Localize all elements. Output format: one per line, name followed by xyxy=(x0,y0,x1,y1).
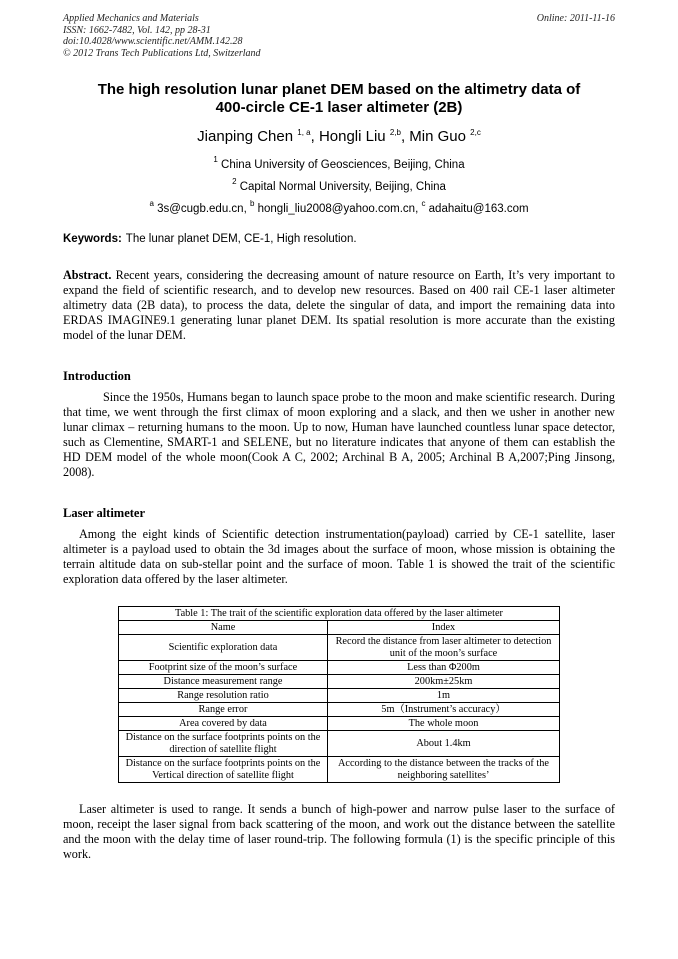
author-name: Jianping Chen xyxy=(197,128,298,145)
affiliation-2 xyxy=(63,177,615,193)
abstract xyxy=(63,268,615,343)
title-line-1: The high resolution lunar planet DEM based on the altimetry data of xyxy=(97,81,581,98)
table-cell-name: Range resolution ratio xyxy=(119,689,328,703)
table-cell-index: According to the distance between the tracks of the neighboring satellites’ xyxy=(328,757,560,783)
journal-header xyxy=(63,13,261,59)
table-row xyxy=(119,731,560,757)
online-date: Online: 2011-11-16 xyxy=(536,13,615,24)
affiliation-text: China University of Geosciences, Beijing, China xyxy=(217,159,465,171)
issn: ISSN: 1662-7482, Vol. 142, pp 28-31 xyxy=(63,24,211,36)
keywords-text: The lunar planet DEM, CE-1, High resolution. xyxy=(125,233,357,245)
introduction-text: Since the 1950s, Humans began to launch space probe to the moon and make scientific research. During that time, we went through the first climax of moon exploring and a slack, and then we usher in another new lunar climax – returning humans to the moon. Up to now, Human have launched countless lunar space detector, such as Clementine, SMART-1 and SELENE, but no literature indicates that anyone of them can establish the HD DEM model of the whole moon(Cook A C, 2002; Archinal B A, 2005; Archinal B A,2007;Ping Jinsong, 2008). xyxy=(63,390,615,480)
email-marker: b xyxy=(249,199,255,208)
table-cell-name: Area covered by data xyxy=(119,717,328,731)
table-row xyxy=(119,661,560,675)
table-cell-name: Scientific exploration data xyxy=(119,635,328,661)
keywords xyxy=(63,233,357,245)
author-name: Min Guo xyxy=(409,128,471,145)
table-cell-name: Distance on the surface footprints points on the direction of satellite flight xyxy=(119,731,328,757)
table-row xyxy=(119,717,560,731)
author-list xyxy=(63,128,615,145)
author-affil: 1, a xyxy=(297,128,311,137)
laser-principle-text: Laser altimeter is used to range. It sends a bunch of high-power and narrow pulse laser to the surface of moon, receipt the laser signal from back scattering of the moon, and work out the distance between the satellite and the moon with the delay time of laser round-trip. The following formula (1) is the specific principle of this work. xyxy=(63,802,615,862)
table-cell-name: Footprint size of the moon’s surface xyxy=(119,661,328,675)
table-cell-index: The whole moon xyxy=(328,717,560,731)
section-heading-laser-altimeter: Laser altimeter xyxy=(63,506,146,520)
table-row xyxy=(119,675,560,689)
keywords-label: Keywords: xyxy=(63,233,122,245)
table-cell-index: 1m xyxy=(328,689,560,703)
table-header-name: Name xyxy=(119,621,328,635)
table-cell-name: Distance on the surface footprints points on the Vertical direction of satellite flight xyxy=(119,757,328,783)
table-row xyxy=(119,635,560,661)
email-a[interactable]: 3s@cugb.edu.cn, xyxy=(153,203,250,215)
email-marker: c xyxy=(421,199,426,208)
table-row xyxy=(119,703,560,717)
table-cell-index: 5m（Instrument’s accuracy） xyxy=(328,703,560,717)
paper-title xyxy=(63,81,615,117)
section-heading-introduction: Introduction xyxy=(63,369,131,383)
affiliation-text: Capital Normal University, Beijing, China xyxy=(236,181,446,193)
author-sep: , xyxy=(310,128,319,145)
journal-name: Applied Mechanics and Materials xyxy=(63,13,199,24)
table-cell-name: Distance measurement range xyxy=(119,675,328,689)
table-row xyxy=(119,689,560,703)
table-cell-index: About 1.4km xyxy=(328,731,560,757)
copyright: © 2012 Trans Tech Publications Ltd, Switzerland xyxy=(63,47,261,59)
table-row xyxy=(119,757,560,783)
email-c[interactable]: adahaitu@163.com xyxy=(425,203,529,215)
affiliation-marker: 2 xyxy=(232,177,237,186)
email-b[interactable]: hongli_liu2008@yahoo.com.cn, xyxy=(254,203,422,215)
author-affil: 2,b xyxy=(389,128,401,137)
title-line-2: 400-circle CE-1 laser altimeter (2B) xyxy=(215,99,463,116)
table-cell-index: Less than Φ200m xyxy=(328,661,560,675)
email-line xyxy=(63,199,615,215)
spec-table xyxy=(118,606,560,783)
laser-altimeter-text: Among the eight kinds of Scientific detection instrumentation(payload) carried by CE-1 satellite, laser altimeter is a payload used to obtain the 3d images about the surface of moon, whose mission is obtaining the terrain altitude data on sub-stellar point and the surface of moon. Table 1 is showed the trait of the scientific exploration data offered by the laser altimeter. xyxy=(63,527,615,587)
table-cell-index: 200km±25km xyxy=(328,675,560,689)
abstract-text: Recent years, considering the decreasing amount of nature resource on Earth, It’s very important to expand the field of scientific research, and to develop new resources. Based on 400 rail CE-1 laser altimeter altimetry data (2B data), to process the data, delete the singular of data, and import the remaining data into ERDAS IMAGINE9.1 generating lunar planet DEM. Its spatial resolution is more accurate than the existing model of the lunar DEM. xyxy=(63,268,615,343)
author-name: Hongli Liu xyxy=(318,128,390,145)
affiliation-marker: 1 xyxy=(213,155,218,164)
table-cell-name: Range error xyxy=(119,703,328,717)
author-sep: , xyxy=(400,128,410,145)
author-affil: 2,c xyxy=(470,128,481,137)
table-header-index: Index xyxy=(328,621,560,635)
abstract-label: Abstract. xyxy=(63,268,112,282)
doi[interactable]: doi:10.4028/www.scientific.net/AMM.142.28 xyxy=(63,36,243,47)
email-marker: a xyxy=(149,199,154,208)
table-caption: Table 1: The trait of the scientific exploration data offered by the laser altimeter xyxy=(119,607,560,621)
affiliation-1 xyxy=(63,155,615,171)
table-cell-index: Record the distance from laser altimeter to detection unit of the moon’s surface xyxy=(328,635,560,661)
